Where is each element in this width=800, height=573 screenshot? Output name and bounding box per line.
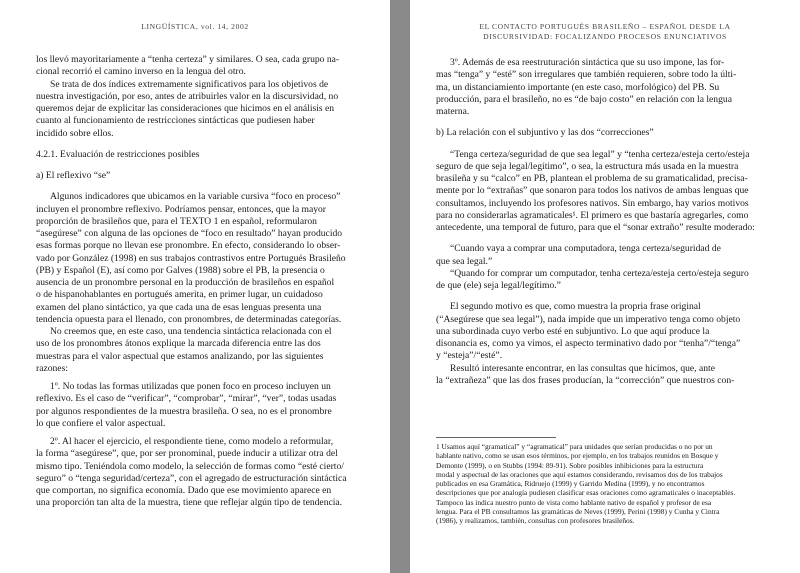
text-line: El segundo motivo es que, como muestra la propria frase original [450, 301, 701, 313]
text-line: razones: [36, 362, 68, 374]
text-line: los llevó mayoritariamente a “tenha certeza” y similares. O sea, cada grupo na- [36, 54, 340, 65]
text-line: ausencia de un pronombre personal en la producción de brasileños en español [36, 277, 335, 288]
text-line: la forma “asegúrese”, que, por ser pronominal, puede inducir a utilizar otra del [36, 448, 338, 460]
text-line: esas formas porque no llevan ese pronombre. En efecto, considerando lo obser- [36, 240, 341, 252]
quote-line: “Cuando vaya a comprar una computadora, tenga certeza/seguridad de [450, 243, 721, 255]
text-line: y “esteja”/“esté”. [436, 350, 503, 362]
footnote-block [436, 437, 768, 526]
footnote-line: lengua. Para el PB consultamos las gramáticas de Neves (1999), Perini (1998) y Cunha y Cintra [436, 507, 720, 517]
footnote-line: Tampoco las indica nuestro punto de vista como hablante nativo de español y profesor de esa [436, 497, 712, 507]
footnote-line: descripciones que por analogía pudiesen clasificar esas oraciones como agramaticales o inaceptables. [436, 488, 736, 498]
text-line: uso de los pronombres átonos explique la marcada diferencia entre las dos [36, 338, 321, 350]
text-line: cional recorrió el camino inverso en la lengua del otro. [36, 66, 246, 78]
text-line: (“Asegúrese que sea legal”), nada impide que un imperativo tenga como objeto [436, 313, 741, 325]
text-line: la “extrañeza” que las dos frases producían, la “corrección” que nuestros con- [436, 374, 735, 386]
quote-line: de que (ele) seja legal/legítimo.” [436, 280, 561, 291]
text-line: incluyen el pronombre reflexivo. Podríamos pensar, entonces, que la mayor [36, 203, 327, 215]
footnote-line: publicados en esa Gramática, Ridruejo (1999) y Garrido Medina (1999), y no encontramos [436, 479, 705, 489]
text-line: reflexivo. Es el caso de “verificar”, “comprobar”, “mirar”, “ver”, todas usadas [36, 393, 337, 405]
running-header-left: LINGÜÍSTICA, vol. 14, 2002 [141, 22, 249, 31]
text-line: queremos dejar de explicitar las consideraciones que hicimos en el análisis en [36, 103, 335, 114]
text-line: que comportan, no significa economía. Dado que ese movimiento aparece en [36, 485, 332, 496]
text-line: Resultó interesante encontrar, en las consultas que hicimos, que, ante [450, 362, 715, 374]
text-line: mente por lo “extrañas” que sonaron para todos los nativos de ambas lenguas que [436, 185, 749, 197]
text-line: materna. [436, 106, 470, 117]
text-line: (PB) y Español (E), así como por Galves (1988) sobre el PB, la presencia o [36, 264, 325, 276]
text-line: una subordinada cuyo verbo esté en subjuntivo. Lo que aquí produce la [436, 325, 710, 337]
text-line: brasileña y su “calco” en PB, plantean el problema de su gramaticalidad, precisa- [436, 173, 748, 184]
text-line: seguro” o “tenga seguridad/certeza”, con el agregado de estructuración sintáctica [36, 472, 347, 484]
running-header-line: DISCURSIVIDAD: FOCALIZANDO PROCESOS ENUNCIATIVOS [483, 32, 727, 41]
text-line: “asegúrese” con alguna de las opciones de “foco en resultado” hayan producido [36, 228, 343, 239]
subsection-heading: a) El reflexivo “se” [36, 170, 111, 181]
right-page-body [436, 57, 768, 387]
left-page [0, 0, 390, 573]
right-page [410, 0, 800, 573]
text-line: 3º. Además de esa reestruturación sintáctica que su uso impone, las for- [450, 57, 725, 68]
text-line: 1º. No todas las formas utilizadas que ponen foco en proceso incluyen un [50, 381, 331, 392]
text-line: o de hispanohablantes en portugués amerita, en primer lugar, un cuidadoso [36, 289, 323, 301]
text-line: una proporción tan alta de la muestra, tiene que reflejar algún tipo de tendencia. [36, 497, 343, 509]
text-line: cuanto al funcionamiento de restricciones sintácticas que pudiesen haber [36, 115, 315, 127]
text-line: producción, para el brasileño, no es “de bajo costo” en relación con la lengua [436, 93, 732, 105]
footnote-line: (1986), y realizamos, también, consultas con profesores brasileños. [436, 516, 635, 526]
text-line: ma, un distanciamiento importante (en este caso, morfológico) del PB. Su [436, 81, 720, 93]
footnote-rule [436, 437, 556, 438]
text-line: 2º. Al hacer el ejercicio, el respondiente tiene, como modelo a reformular, [50, 436, 334, 447]
left-page-body [36, 54, 358, 510]
section-heading: 4.2.1. Evaluación de restricciones posibles [36, 148, 200, 160]
running-header-right [410, 22, 800, 42]
running-header-line: EL CONTACTO PORTUGUÉS BRASILEÑO – ESPAÑOL DESDE LA [479, 22, 731, 31]
footnote-line: 1 Usamos aquí “gramatical” y “agramatical” para unidades que serían producidas o no por un [436, 442, 713, 451]
text-line: muestras para el valor aspectual que estamos analizando, por las siguientes [36, 350, 324, 362]
text-line: para no considerarlas agramaticales¹. El primero es que bastaría agregarles, como [436, 209, 749, 221]
text-line: disonancia es, como ya vimos, el aspecto terminativo dado por “tenha”/“tenga” [436, 338, 741, 349]
text-line: “Tenga certeza/seguridad de que sea legal” y “tenha certeza/esteja certo/esteja [450, 148, 750, 160]
text-line: vado por González (1998) en sus trabajos contrastivos entre Portugués Brasileño [36, 252, 346, 264]
text-line: por algunos respondientes de la muestra brasileña. O sea, no es el pronombre [36, 405, 332, 417]
footnote-line: modal y aspectual de las oraciones que aquí estamos considerando, revisamos dos de los trabajos [436, 469, 723, 479]
footnote-line: hablante nativo, como se usan esos términos, por ejemplo, en los trabajos reunidos en Bosque y [436, 451, 719, 461]
text-line: tendencia opuesta para el llenado, con pronombres, de determinadas categorías. [36, 313, 342, 325]
text-line: Se trata de dos índices extremamente significativos para los objetivos de [50, 78, 329, 90]
text-line: examen del plano sintáctico, ya que cada una de esas lenguas presenta una [36, 301, 322, 313]
text-line: lo que confiere el valor aspectual. [36, 417, 166, 429]
text-line: nuestra investigación, por eso, antes de atribuirles valor en la discursividad, no [36, 90, 339, 102]
text-line: antecedente, una temporal de futuro, para que el “sonar extraño” resulte moderado: [436, 222, 755, 233]
text-line: seguro de que seja legal/legítimo”, o sea, la estructura más usada en la muestra [436, 160, 739, 172]
text-line: consultamos, incluyendo los profesores nativos. Sin embargo, hay varios motivos [436, 197, 749, 209]
footnote-line: Demonte (1999), o en Stubbs (1994: 89-91). Sobre posibles inhibiciones para la estructura [436, 460, 704, 470]
quote-line: que sea legal.” [436, 255, 493, 267]
subsection-heading: b) La relación con el subjuntivo y las dos “correcciones” [436, 127, 654, 139]
text-line: mas “tenga” y “esté” son irregulares que también requieren, sobre todo la últi- [436, 69, 737, 81]
text-line: No creemos que, en este caso, una tendencia sintáctica relacionada con el [50, 326, 332, 337]
text-line: proporción de brasileños que, para el TEXTO 1 en español, reformularon [36, 215, 317, 227]
text-line: mismo tipo. Teniéndola como modelo, la selección de formas como “esté cierto/ [36, 460, 344, 472]
quote-line: “Quando for comprar um computador, tenha certeza/esteja certo/esteja seguro [450, 267, 749, 279]
text-line: incidido sobre ellos. [36, 127, 114, 139]
text-line: Algunos indicadores que ubicamos en la variable cursiva “foco en proceso” [50, 191, 341, 203]
